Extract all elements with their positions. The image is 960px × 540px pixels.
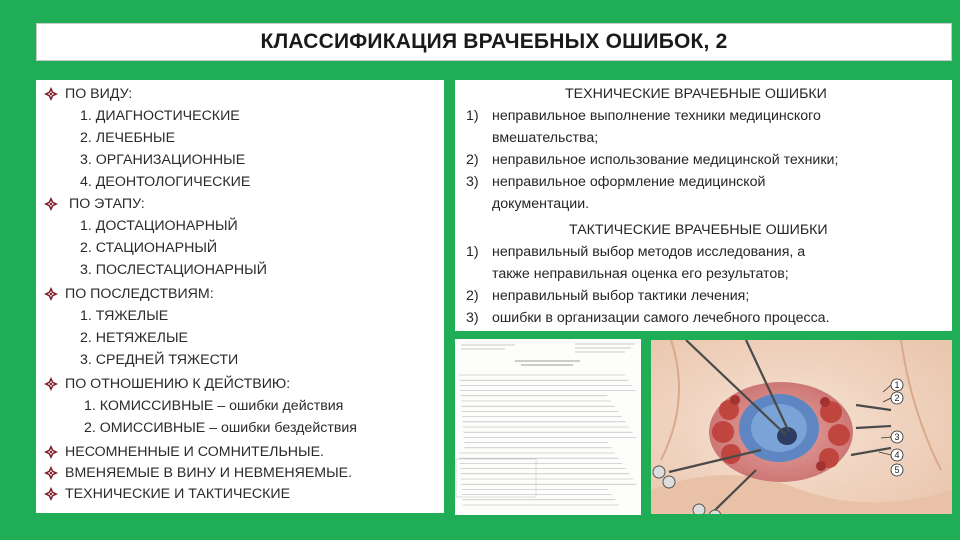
diamond-bullet-icon <box>44 287 58 301</box>
technical-item-text: документации. <box>492 196 590 212</box>
medical-form-drawing <box>455 339 641 515</box>
tactical-heading: ТАКТИЧЕСКИЕ ВРАЧЕБНЫЕ ОШИБКИ <box>569 222 828 238</box>
list-item: 4. ДЕОНТОЛОГИЧЕСКИЕ <box>80 174 251 190</box>
surgery-illustration <box>651 340 952 514</box>
diamond-bullet-icon <box>44 377 58 391</box>
by-consequence-label: ПО ПОСЛЕДСТВИЯМ: <box>65 286 214 302</box>
by-stage-label: ПО ЭТАПУ: <box>69 196 145 212</box>
surgery-label-2: 2 <box>894 393 900 403</box>
classification-panel <box>36 80 444 513</box>
surgery-drawing <box>651 340 952 514</box>
certain-doubtful-label: НЕСОМНЕННЫЕ И СОМНИТЕЛЬНЫЕ. <box>65 444 324 460</box>
list-item: 3. ПОСЛЕСТАЦИОНАРНЫЙ <box>80 262 267 278</box>
item-number: 2) <box>466 152 479 168</box>
surgery-label-3: 3 <box>894 432 900 442</box>
technical-item-text: неправильное оформление медицинской <box>492 174 766 190</box>
list-item: 1. ТЯЖЕЛЫЕ <box>80 308 169 324</box>
list-item: 1. ДОСТАЦИОНАРНЫЙ <box>80 218 238 234</box>
by-type-label: ПО ВИДУ: <box>65 86 133 102</box>
surgery-label-1: 1 <box>894 380 900 390</box>
item-number: 2) <box>466 288 479 304</box>
list-item: 1. ДИАГНОСТИЧЕСКИЕ <box>80 108 240 124</box>
imputable-label: ВМЕНЯЕМЫЕ В ВИНУ И НЕВМЕНЯЕМЫЕ. <box>65 465 353 481</box>
list-item: 3. ОРГАНИЗАЦИОННЫЕ <box>80 152 246 168</box>
item-number: 1) <box>466 244 479 260</box>
list-item: 2. СТАЦИОНАРНЫЙ <box>80 240 218 256</box>
item-number: 3) <box>466 310 479 326</box>
tactical-item-text: ошибки в организации самого лечебного процесса. <box>492 310 830 326</box>
list-item: 2. НЕТЯЖЕЛЫЕ <box>80 330 188 346</box>
diamond-bullet-icon <box>44 87 58 101</box>
technical-item-text: вмешательства; <box>492 130 599 146</box>
by-action-label: ПО ОТНОШЕНИЮ К ДЕЙСТВИЮ: <box>65 376 291 392</box>
list-item: 1. КОМИССИВНЫЕ – ошибки действия <box>84 398 344 414</box>
technical-item-text: неправильное выполнение техники медицинского <box>492 108 821 124</box>
definitions-panel <box>455 80 952 331</box>
slide-title: КЛАССИФИКАЦИЯ ВРАЧЕБНЫХ ОШИБОК, 2 <box>260 30 728 53</box>
diamond-bullet-icon <box>44 466 58 480</box>
technical-tactical-label: ТЕХНИЧЕСКИЕ И ТАКТИЧЕСКИЕ <box>65 486 291 502</box>
list-item: 3. СРЕДНЕЙ ТЯЖЕСТИ <box>80 352 239 368</box>
title-box <box>36 23 952 61</box>
technical-item-text: неправильное использование медицинской техники; <box>492 152 839 168</box>
item-number: 3) <box>466 174 479 190</box>
diamond-bullet-icon <box>44 487 58 501</box>
tactical-item-text: неправильный выбор тактики лечения; <box>492 288 750 304</box>
surgery-label-5: 5 <box>894 465 900 475</box>
diamond-bullet-icon <box>44 197 58 211</box>
tactical-item-text: неправильный выбор методов исследования, а <box>492 244 806 260</box>
technical-heading: ТЕХНИЧЕСКИЕ ВРАЧЕБНЫЕ ОШИБКИ <box>565 86 827 102</box>
item-number: 1) <box>466 108 479 124</box>
surgery-label-4: 4 <box>894 450 900 460</box>
list-item: 2. ЛЕЧЕБНЫЕ <box>80 130 176 146</box>
medical-form-image <box>455 339 641 515</box>
list-item: 2. ОМИССИВНЫЕ – ошибки бездействия <box>84 420 357 436</box>
tactical-item-text: также неправильная оценка его результатов; <box>492 266 789 282</box>
diamond-bullet-icon <box>44 445 58 459</box>
